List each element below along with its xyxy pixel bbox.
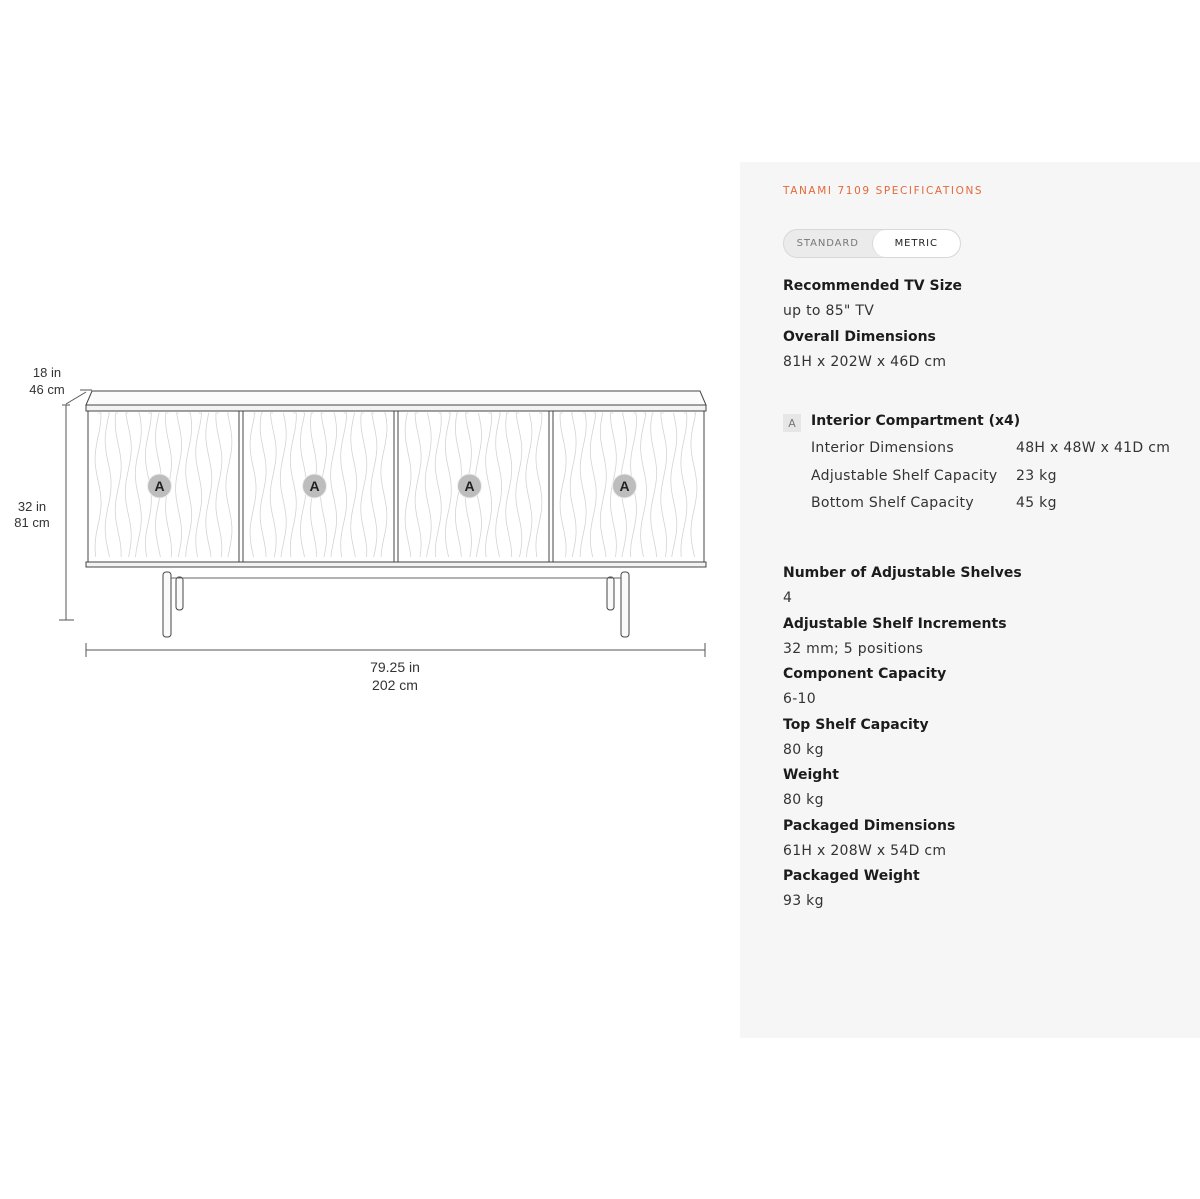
- unit-toggle[interactable]: [783, 229, 961, 258]
- spec-label: Recommended TV Size: [783, 278, 963, 294]
- spec-value: 81H x 202W x 46D cm: [783, 354, 947, 370]
- spec-value: 61H x 208W x 54D cm: [783, 843, 947, 859]
- spec-label: Overall Dimensions: [783, 329, 936, 345]
- compartment-row-value: 45 kg: [1016, 495, 1057, 511]
- spec-label: Packaged Weight: [783, 868, 920, 884]
- spec-value: 80 kg: [783, 742, 824, 758]
- width-dimension-line: [86, 643, 705, 657]
- cabinet-doors: [88, 411, 704, 562]
- toggle-metric-button[interactable]: METRIC: [872, 230, 961, 257]
- spec-label: Adjustable Shelf Increments: [783, 616, 1007, 632]
- cabinet-door: [243, 411, 394, 562]
- toggle-standard-button[interactable]: STANDARD: [796, 238, 859, 249]
- spec-overall-dimensions: [783, 328, 946, 371]
- compartment-row-value: 48H x 48W x 41D cm: [1016, 440, 1171, 456]
- compartment-row: [811, 467, 1057, 485]
- compartment-badge: A: [783, 414, 801, 432]
- cabinet-door: [398, 411, 549, 562]
- width-label-in: 79.25 in: [370, 659, 420, 675]
- door-marker-label: A: [464, 478, 475, 494]
- depth-label-in: 18 in: [32, 365, 62, 380]
- spec-value: 32 mm; 5 positions: [783, 641, 924, 657]
- cabinet-legs: [86, 567, 706, 637]
- spec-weight: [783, 766, 839, 809]
- compartment-row-value: 23 kg: [1016, 468, 1057, 484]
- spec-packaged-dimensions: [783, 817, 955, 860]
- spec-component-capacity: [783, 665, 946, 708]
- spec-value: 6-10: [783, 691, 816, 707]
- spec-packaged-weight: [783, 867, 920, 910]
- spec-label: Component Capacity: [783, 666, 947, 682]
- spec-label: Packaged Dimensions: [783, 818, 956, 834]
- spec-adjustable-shelf-increments: [783, 615, 1007, 658]
- cabinet-door: [88, 411, 239, 562]
- height-dimension-line: [59, 405, 74, 620]
- spec-label: Number of Adjustable Shelves: [783, 565, 1022, 581]
- spec-recommended-tv-size: [783, 277, 962, 320]
- depth-label-cm: 46 cm: [29, 382, 65, 397]
- spec-value: 80 kg: [783, 792, 824, 808]
- compartment-row: [811, 494, 1057, 512]
- compartment-row-key: Adjustable Shelf Capacity: [811, 468, 998, 484]
- compartment-row: [811, 439, 1170, 457]
- spec-label: Weight: [783, 767, 839, 783]
- height-label-in: 32 in: [17, 499, 47, 514]
- spec-label: Top Shelf Capacity: [783, 717, 929, 733]
- spec-value: 93 kg: [783, 893, 824, 909]
- door-marker-label: A: [154, 478, 165, 494]
- spec-value: 4: [783, 590, 793, 606]
- height-label-cm: 81 cm: [14, 515, 50, 530]
- compartment-row-key: Interior Dimensions: [811, 440, 954, 456]
- door-marker-label: A: [309, 478, 320, 494]
- specifications-panel: [740, 162, 1200, 1038]
- spec-top-shelf-capacity: [783, 716, 929, 759]
- compartment-title: Interior Compartment (x4): [811, 413, 1021, 429]
- door-marker-label: A: [619, 478, 630, 494]
- compartment-row-key: Bottom Shelf Capacity: [811, 495, 974, 511]
- spec-value: up to 85" TV: [783, 303, 875, 319]
- panel-title: TANAMI 7109 SPECIFICATIONS: [783, 185, 984, 197]
- spec-number-of-adjustable-shelves: [783, 564, 1022, 607]
- width-label-cm: 202 cm: [372, 677, 418, 693]
- cabinet-door: [553, 411, 704, 562]
